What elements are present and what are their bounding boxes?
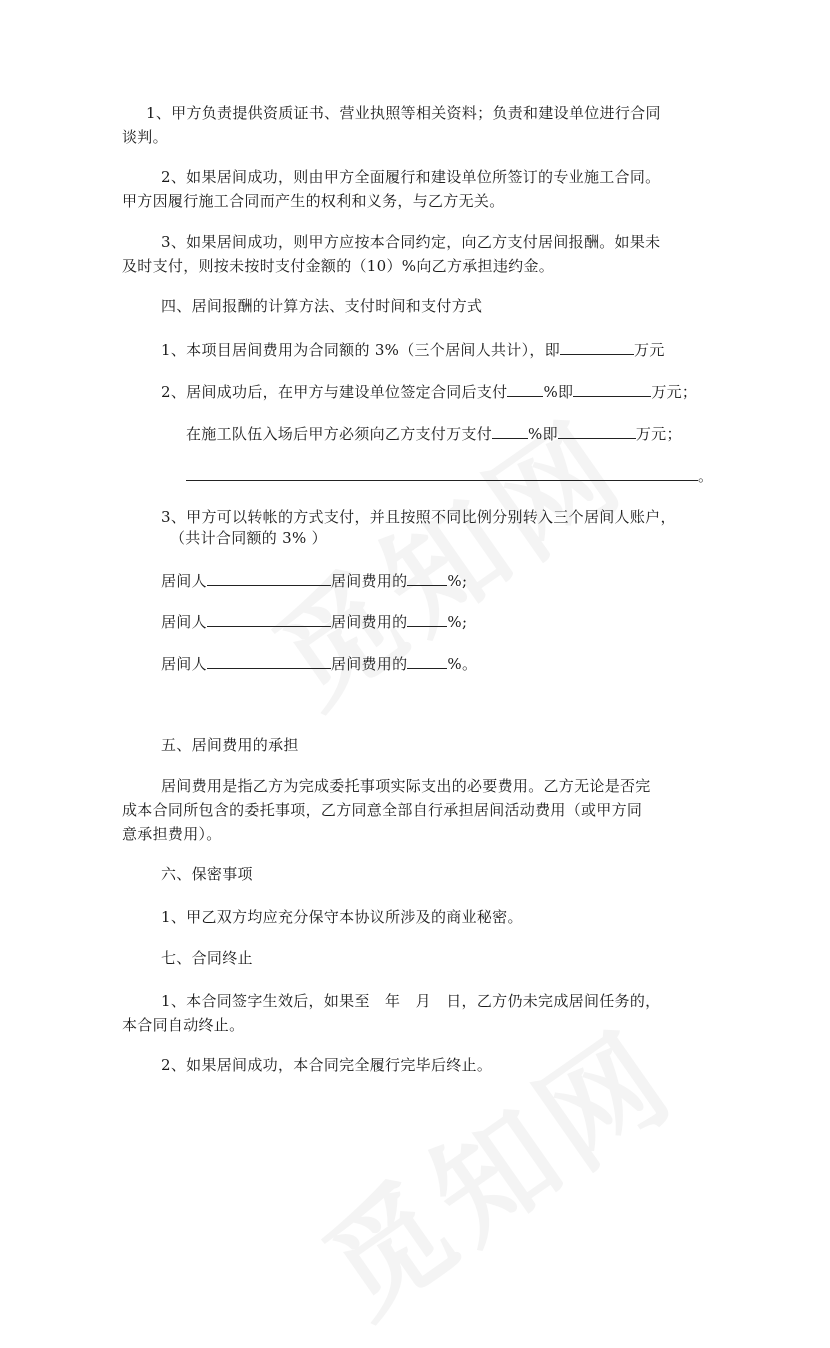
name-blank: [207, 608, 331, 627]
fee-line: [161, 336, 665, 362]
name-blank: [207, 567, 331, 586]
blank-line: [186, 462, 713, 488]
text: 居间人: [161, 613, 207, 631]
text: 居间人: [161, 655, 207, 673]
text: 万元；: [635, 425, 682, 443]
text: 1、本项目居间费用为合同额的 3%（三个居间人共计），即: [161, 341, 561, 359]
paragraph-line: 3、甲方可以转帐的方式支付，并且按照不同比例分别转入三个居间人账户，: [161, 508, 676, 526]
paragraph-line: 1、甲方负责提供资质证书、营业执照等相关资料；负责和建设单位进行合同: [146, 104, 661, 122]
paragraph-line: 甲方因履行施工合同而产生的权利和义务，与乙方无关。: [122, 192, 505, 210]
paragraph-line: 2、如果居间成功，本合同完全履行完毕后终止。: [161, 1056, 493, 1074]
text: 居间费用的: [330, 613, 408, 631]
text: 在施工队伍入场后甲方必须向乙方支付万支付: [186, 425, 493, 443]
broker-line: [161, 567, 467, 593]
watermark: [286, 984, 704, 1348]
paragraph-line: （共计合同额的 3% ）: [170, 529, 327, 547]
broker-line: [161, 608, 467, 634]
amount-blank: [558, 420, 636, 439]
paragraph-line: 居间费用是指乙方为完成委托事项实际支出的必要费用。乙方无论是否完: [161, 777, 651, 795]
paragraph-line: 3、如果居间成功，则甲方应按本合同约定，向乙方支付居间报酬。如果未: [161, 233, 661, 251]
text: %;: [447, 572, 468, 590]
paragraph-line: 本合同自动终止。: [122, 1016, 245, 1034]
section-heading: 五、居间费用的承担: [161, 736, 299, 754]
percent-blank: [407, 608, 447, 627]
text: %;: [447, 613, 468, 631]
text: 万元: [634, 341, 665, 359]
section-heading: 七、合同终止: [161, 949, 253, 967]
paragraph-line: 1、本合同签字生效后，如果至 年 月 日，乙方仍未完成居间任务的，: [161, 992, 661, 1010]
percent-blank: [507, 378, 543, 397]
text: 万元；: [651, 383, 698, 401]
section-heading: 四、居间报酬的计算方法、支付时间和支付方式: [161, 297, 483, 315]
text: 居间费用的: [330, 572, 408, 590]
text: %即: [528, 425, 558, 443]
percent-blank: [407, 567, 447, 586]
text: %即: [543, 383, 574, 401]
payment-line: [161, 378, 697, 404]
paragraph-line: 成本合同所包含的委托事项，乙方同意全部自行承担居间活动费用（或甲方同: [122, 801, 643, 819]
paragraph-line: 意承担费用）。: [122, 825, 222, 843]
text: %。: [447, 655, 478, 673]
name-blank: [207, 650, 331, 669]
broker-line: [161, 650, 477, 676]
paragraph-line: 2、如果居间成功，则由甲方全面履行和建设单位所签订的专业施工合同。: [161, 168, 661, 186]
paragraph-line: 及时支付，则按未按时支付金额的（10）%向乙方承担违约金。: [122, 257, 555, 275]
text: 2、居间成功后，在甲方与建设单位签定合同后支付: [161, 383, 508, 401]
long-blank: [186, 462, 698, 481]
amount-blank: [573, 378, 651, 397]
paragraph-line: 1、甲乙双方均应充分保守本协议所涉及的商业秘密。: [161, 908, 523, 926]
section-heading: 六、保密事项: [161, 865, 253, 883]
payment-line: [186, 420, 682, 446]
paragraph-line: 谈判。: [122, 128, 168, 146]
percent-blank: [407, 650, 447, 669]
text: 居间人: [161, 572, 207, 590]
percent-blank: [492, 420, 528, 439]
text: 。: [698, 467, 714, 485]
amount-blank: [560, 336, 634, 355]
text: 居间费用的: [330, 655, 408, 673]
